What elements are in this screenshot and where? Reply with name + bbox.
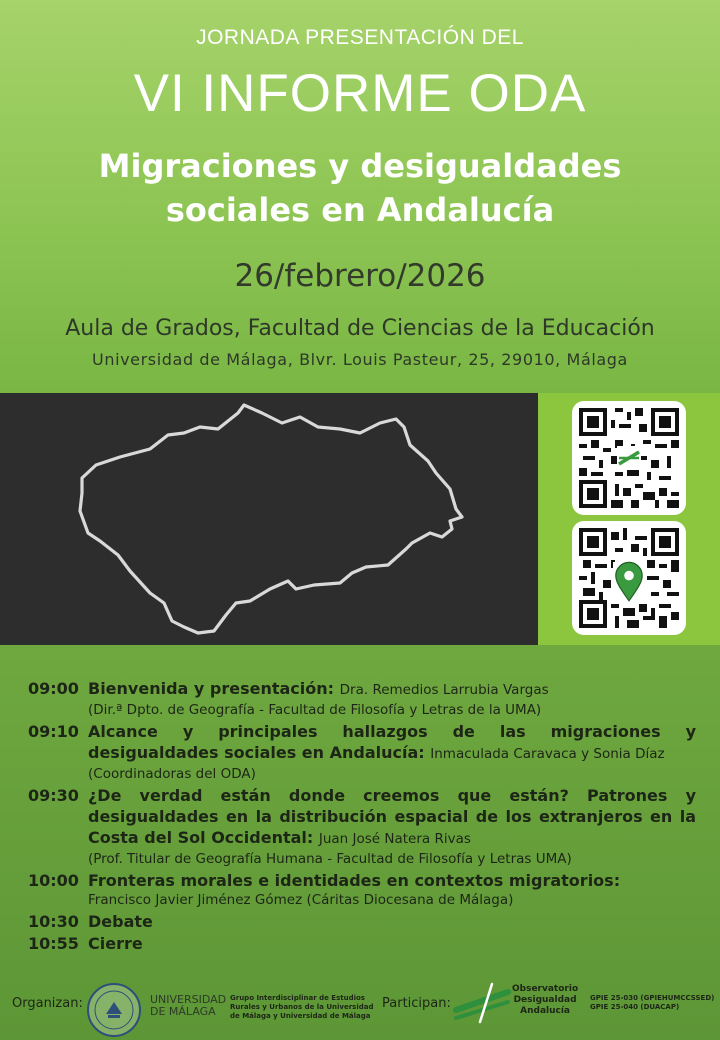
qr-code-location[interactable] bbox=[572, 521, 686, 635]
subtitle-line-1: Migraciones y desigualdades bbox=[98, 147, 622, 185]
program-speaker: Dra. Remedios Larrubia Vargas bbox=[339, 682, 549, 698]
event-address: Universidad de Málaga, Blvr. Louis Pasteur, 25, 29010, Málaga bbox=[92, 350, 628, 369]
program-title: Alcance y principales hallazgos de las migraciones y desigualdades sociales en Andalucía: bbox=[88, 722, 696, 762]
group-line-2: Rurales y Urbanos de la Universidad bbox=[230, 1003, 374, 1011]
program-item bbox=[28, 933, 696, 954]
event-date: 26/febrero/2026 bbox=[234, 258, 486, 294]
program-affiliation: (Dir.ª Dpto. de Geografía - Facultad de Filosofía y Letras de la UMA) bbox=[88, 702, 542, 718]
oda-line-2: Desigualdad bbox=[513, 995, 577, 1005]
qr-code-icon bbox=[579, 528, 679, 628]
project-code-1: GPIE 25-030 (GPIEHUMCCSSED) bbox=[590, 994, 715, 1002]
university-seal-icon bbox=[86, 982, 142, 1038]
qr-code-info[interactable] bbox=[572, 401, 686, 515]
program-time: 10:55 bbox=[28, 934, 79, 953]
program-time: 10:30 bbox=[28, 912, 79, 931]
program-affiliation: (Coordinadoras del ODA) bbox=[88, 766, 256, 782]
program-title: Fronteras morales e identidades en contextos migratorios: bbox=[88, 871, 621, 890]
organizan-label: Organizan: bbox=[12, 996, 83, 1011]
program-item bbox=[28, 785, 696, 868]
event-venue: Aula de Grados, Facultad de Ciencias de la Educación bbox=[65, 316, 655, 341]
project-codes bbox=[590, 994, 714, 1012]
program-title: Debate bbox=[88, 912, 153, 931]
program-title: Cierre bbox=[88, 934, 143, 953]
event-kicker: JORNADA PRESENTACIÓN DEL bbox=[196, 26, 524, 49]
oda-logo-text bbox=[512, 984, 578, 1017]
group-line-3: de Málaga y Universidad de Málaga bbox=[230, 1012, 371, 1020]
program-time: 09:10 bbox=[28, 722, 79, 741]
research-group-text bbox=[230, 994, 373, 1021]
oda-line-1: Observatorio bbox=[512, 984, 579, 994]
program-item bbox=[28, 678, 696, 719]
qr-code-icon bbox=[579, 408, 679, 508]
participan-label: Participan: bbox=[382, 996, 451, 1011]
event-subtitle bbox=[0, 144, 720, 232]
program-speaker: Juan José Natera Rivas bbox=[318, 831, 471, 847]
program-list bbox=[28, 678, 696, 954]
group-line-1: Grupo Interdisciplinar de Estudios bbox=[230, 994, 365, 1002]
subtitle-line-2: sociales en Andalucía bbox=[165, 191, 555, 229]
uma-line-1: UNIVERSIDAD bbox=[150, 993, 227, 1006]
qr-panel bbox=[538, 393, 720, 645]
uma-logo-text bbox=[150, 994, 226, 1018]
program-title: Bienvenida y presentación: bbox=[88, 679, 335, 698]
program-affiliation: Francisco Javier Jiménez Gómez (Cáritas Diocesana de Málaga) bbox=[88, 892, 514, 908]
program-time: 09:30 bbox=[28, 786, 79, 805]
footer-logos bbox=[0, 968, 720, 1040]
program-title: ¿De verdad están donde creemos que están? Patrones y desigualdades en la distribución espacial de los extranjeros en la Costa del Sol Occidental: bbox=[88, 786, 696, 847]
program-item bbox=[28, 721, 696, 783]
oda-logo-icon bbox=[452, 980, 512, 1026]
oda-line-3: Andalucía bbox=[520, 1006, 570, 1016]
event-title: VI INFORME ODA bbox=[133, 64, 587, 123]
project-code-2: GPIE 25-040 (DUACAP) bbox=[590, 1003, 680, 1011]
program-time: 09:00 bbox=[28, 679, 79, 698]
program-item bbox=[28, 870, 696, 909]
program-affiliation: (Prof. Titular de Geografía Humana - Facultad de Filosofía y Letras UMA) bbox=[88, 851, 572, 867]
uma-line-2: DE MÁLAGA bbox=[150, 1005, 216, 1018]
andalucia-map-outline bbox=[0, 393, 538, 645]
map-band bbox=[0, 393, 538, 645]
program-item bbox=[28, 911, 696, 932]
program-time: 10:00 bbox=[28, 871, 79, 890]
program-speaker: Inmaculada Caravaca y Sonia Díaz bbox=[430, 746, 665, 762]
